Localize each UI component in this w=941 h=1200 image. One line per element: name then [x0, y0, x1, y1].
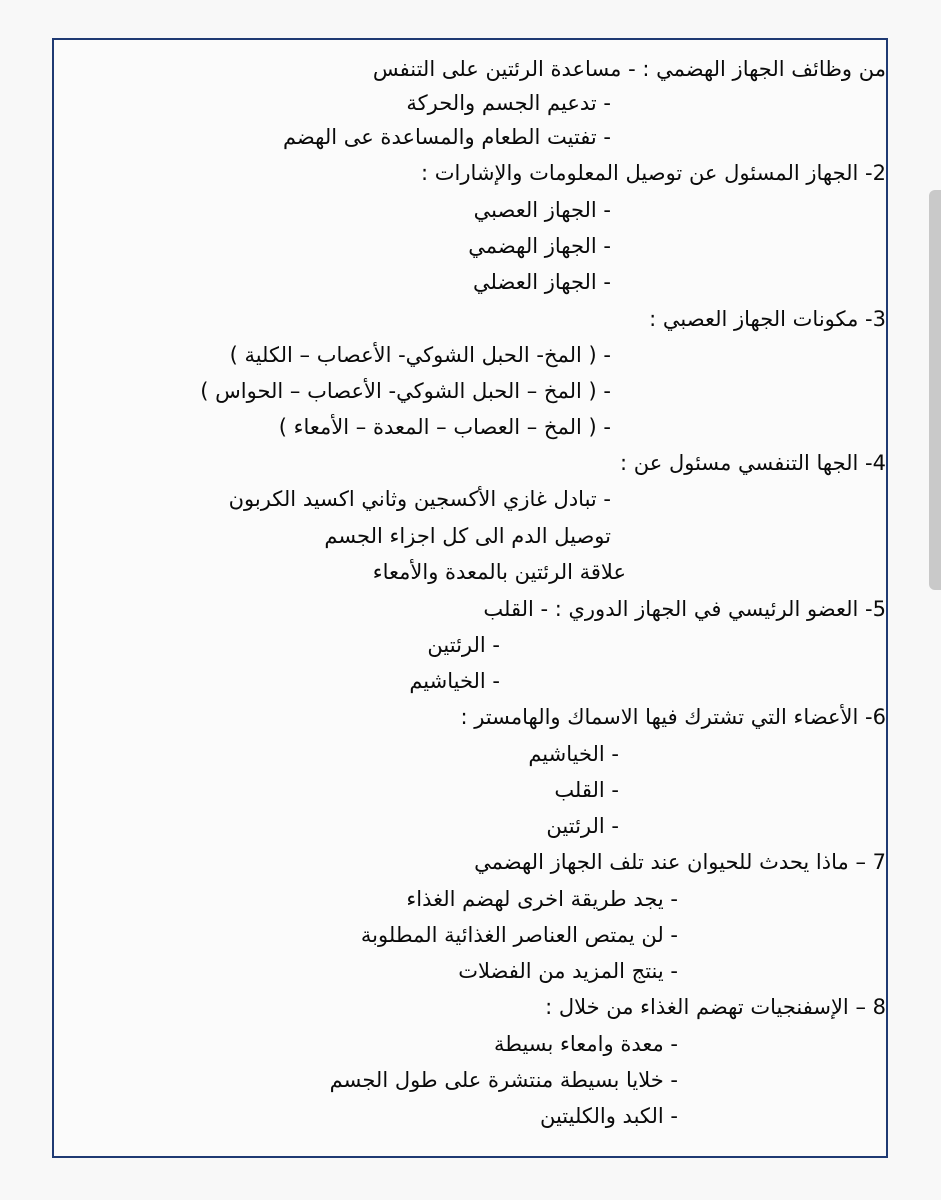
- line-9: - ( المخ- الحبل الشوكي- الأعصاب – الكلية ): [229, 343, 611, 367]
- line-21: - القلب: [554, 778, 619, 802]
- line-5: - الجهاز العصبي: [473, 198, 611, 222]
- line-15: علاقة الرئتين بالمعدة والأمعاء: [372, 560, 626, 584]
- line-16: 5- العضو الرئيسي في الجهاز الدوري : - القلب: [483, 597, 886, 621]
- line-30: - الكبد والكليتين: [539, 1104, 678, 1128]
- line-20: - الخياشيم: [528, 742, 619, 766]
- line-28: - معدة وامعاء بسيطة: [493, 1032, 678, 1056]
- line-17: - الرئتين: [427, 633, 500, 657]
- line-25: - لن يمتص العناصر الغذائية المطلوبة: [360, 923, 678, 947]
- line-7: - الجهاز العضلي: [473, 270, 611, 294]
- line-26: - ينتج المزيد من الفضلات: [458, 959, 678, 983]
- line-3: - تفتيت الطعام والمساعدة عى الهضم: [282, 125, 611, 149]
- line-4: 2- الجهاز المسئول عن توصيل المعلومات والإشارات :: [420, 161, 886, 185]
- line-29: - خلايا بسيطة منتشرة على طول الجسم: [329, 1068, 678, 1092]
- line-18: - الخياشيم: [409, 669, 500, 693]
- line-10: - ( المخ – الحبل الشوكي- الأعصاب – الحواس ): [200, 379, 611, 403]
- line-12: 4- الجها التنفسي مسئول عن :: [620, 451, 886, 475]
- line-23: 7 – ماذا يحدث للحيوان عند تلف الجهاز الهضمي: [474, 850, 886, 874]
- line-24: - يجد طريقة اخرى لهضم الغذاء: [406, 887, 678, 911]
- line-19: 6- الأعضاء التي تشترك فيها الاسماك والهامستر :: [460, 705, 886, 729]
- line-14: توصيل الدم الى كل اجزاء الجسم: [324, 524, 611, 548]
- line-22: - الرئتين: [546, 814, 619, 838]
- line-13: - تبادل غازي الأكسجين وثاني اكسيد الكربون: [228, 487, 611, 511]
- line-27: 8 – الإسفنجيات تهضم الغذاء من خلال :: [545, 995, 886, 1019]
- line-8: 3- مكونات الجهاز العصبي :: [649, 307, 886, 331]
- line-11: - ( المخ – العصاب – المعدة – الأمعاء ): [278, 415, 611, 439]
- line-2: - تدعيم الجسم والحركة: [406, 91, 611, 115]
- scrollbar[interactable]: [929, 190, 941, 590]
- line-6: - الجهاز الهضمي: [468, 234, 611, 258]
- line-1: من وظائف الجهاز الهضمي : - مساعدة الرئتين على التنفس: [372, 57, 886, 81]
